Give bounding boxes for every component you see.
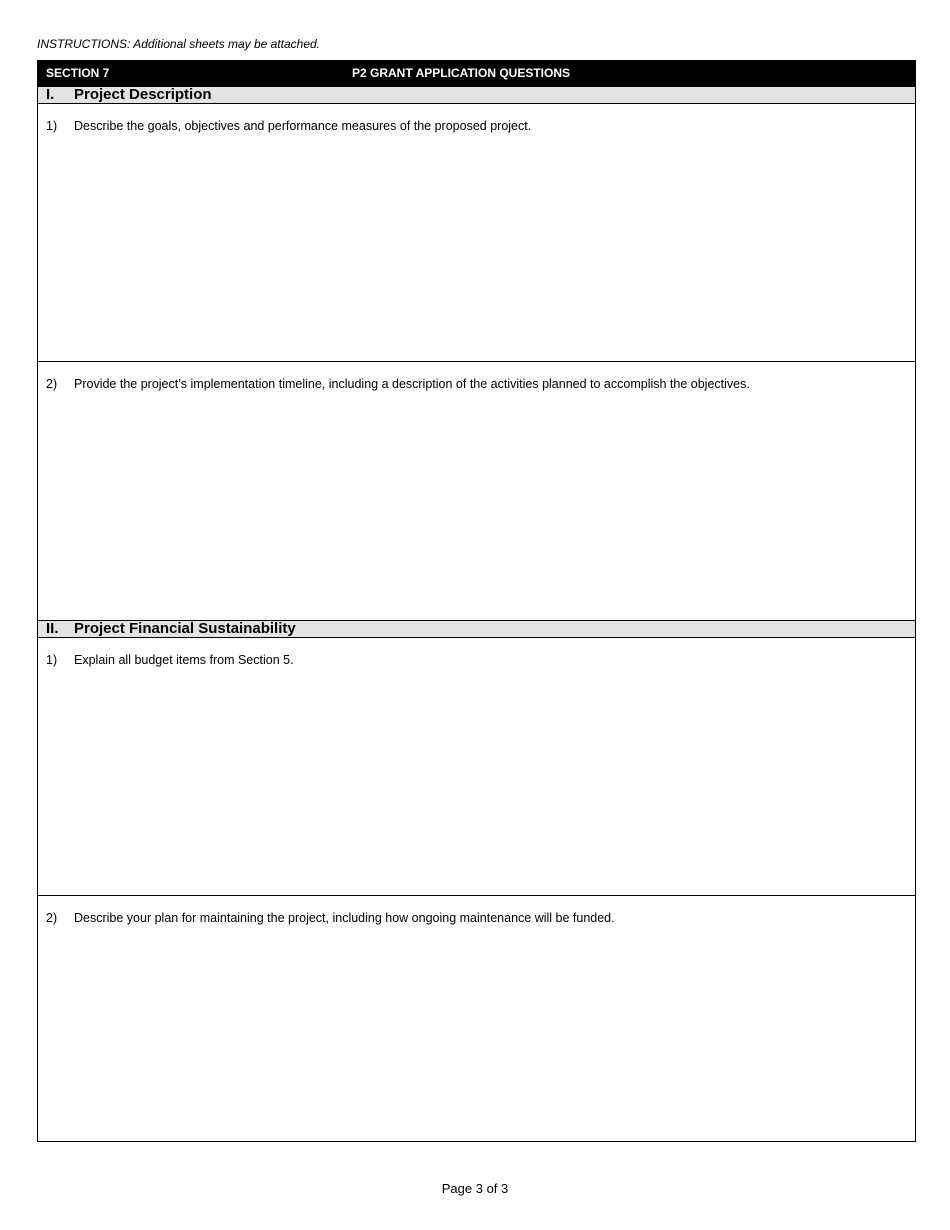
question-number: 1) [46, 119, 58, 133]
question-answer-box[interactable] [38, 104, 915, 362]
instructions-note: INSTRUCTIONS: Additional sheets may be attached. [37, 37, 321, 51]
section-title: P2 GRANT APPLICATION QUESTIONS [352, 66, 571, 80]
part-heading-project-description [38, 86, 915, 104]
question-text: Describe your plan for maintaining the project, including how ongoing maintenance will be funded. [74, 911, 615, 925]
question-text: Explain all budget items from Section 5. [74, 653, 294, 667]
part-title: Project Financial Sustainability [74, 620, 296, 637]
part-number: I. [46, 86, 55, 103]
section-number: SECTION 7 [46, 66, 110, 80]
question-answer-box[interactable] [38, 638, 915, 896]
question-answer-box[interactable] [38, 362, 915, 620]
page-number: Page 3 of 3 [441, 1181, 509, 1196]
question-number: 2) [46, 911, 58, 925]
question-answer-box[interactable] [38, 896, 915, 1141]
part-heading-financial-sustainability [38, 620, 915, 638]
question-text: Describe the goals, objectives and performance measures of the proposed project. [74, 119, 532, 133]
grant-questions-form [37, 60, 916, 1142]
section-header-bar [38, 61, 915, 86]
question-number: 1) [46, 653, 58, 667]
question-text: Provide the project’s implementation timeline, including a description of the activities planned to accomplish the objectives. [74, 377, 750, 391]
part-number: II. [46, 620, 59, 637]
part-title: Project Description [74, 86, 212, 103]
question-number: 2) [46, 377, 58, 391]
